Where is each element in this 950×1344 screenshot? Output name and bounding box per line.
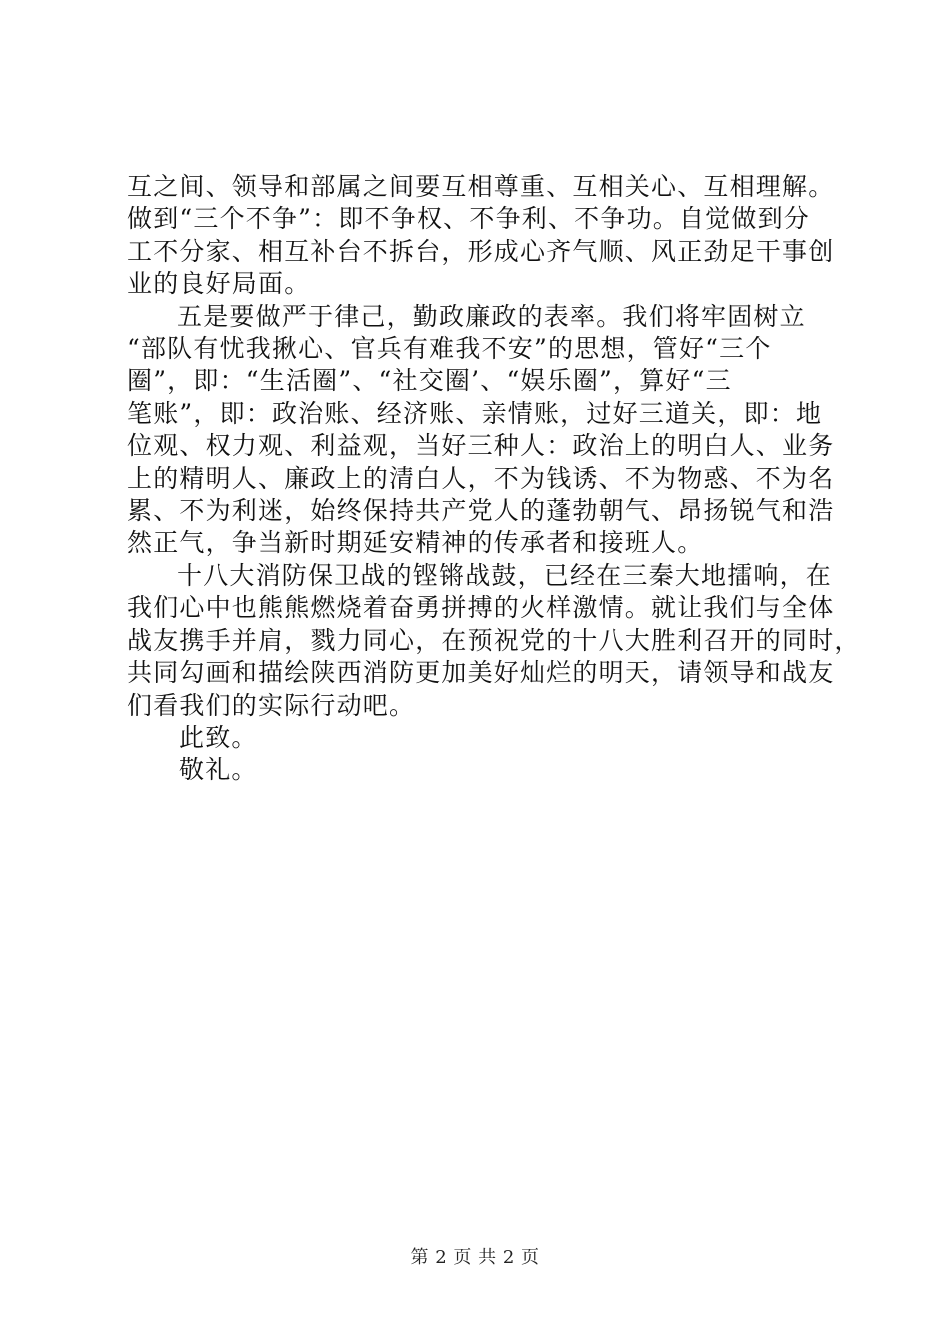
text-line: 十八大消防保卫战的铿锵战鼓，已经在三秦大地擂响，在 <box>177 560 833 590</box>
paragraph-point-five <box>127 301 833 560</box>
text-line: 圈”，即：“生活圈”、“社交圈’、“娱乐圈”，算好“三 <box>127 366 732 396</box>
text-line: 位观、权力观、利益观，当好三种人：政治上的明白人、业务 <box>127 431 835 461</box>
text-line: 上的精明人、廉政上的清白人，不为钱诱、不为物惑、不为名 <box>127 463 835 493</box>
paragraph-conclusion <box>127 560 861 722</box>
text-line: 共同勾画和描绘陕西消防更加美好灿烂的明天，请领导和战友 <box>127 658 835 688</box>
page-number-footer: 第 2 页 共 2 页 <box>410 1247 540 1268</box>
paragraph-continuation <box>127 171 833 301</box>
text-line: 五是要做严于律己，勤政廉政的表率。我们将牢固树立 <box>177 301 806 331</box>
text-line: 做到“三个不争”：即不争权、不争利、不争功。自觉做到分 <box>127 204 810 234</box>
text-line: 们看我们的实际行动吧。 <box>127 690 416 720</box>
text-line: 业的良好局面。 <box>127 269 311 299</box>
text-line: 工不分家、相互补台不拆台，形成心齐气顺、风正劲足干事创 <box>127 236 835 266</box>
closing-salutation: 此致。 <box>179 722 258 752</box>
text-line: 互之间、领导和部属之间要互相尊重、互相关心、互相理解。 <box>127 172 835 201</box>
text-line: 笔账”，即：政治账、经济账、亲情账，过好三道关，即：地 <box>127 398 823 428</box>
text-line: 战友携手并肩，戮力同心，在预祝党的十八大胜利召开的同时， <box>127 625 861 655</box>
text-line: 累、不为利迷，始终保持共产党人的蓬勃朝气、昂扬锐气和浩 <box>127 496 835 526</box>
closing-regards: 敬礼。 <box>179 755 258 785</box>
text-line: “部队有忧我揪心、官兵有难我不安”的思想，管好“三个 <box>127 334 772 364</box>
document-body <box>127 171 861 787</box>
text-line: 我们心中也熊熊燃烧着奋勇拼搏的火样激情。就让我们与全体 <box>127 593 835 623</box>
text-line: 然正气，争当新时期延安精神的传承者和接班人。 <box>127 528 704 558</box>
